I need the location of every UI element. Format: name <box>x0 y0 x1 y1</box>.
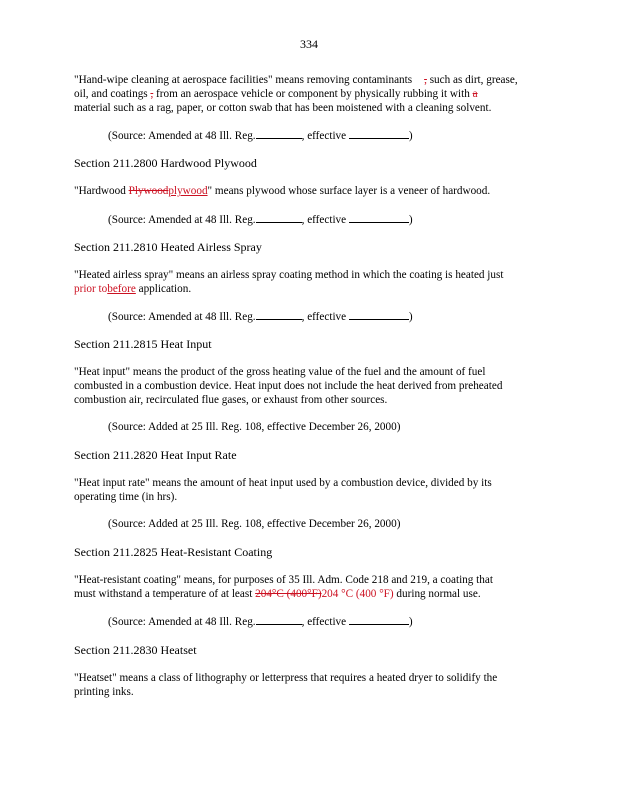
text-run: from an aerospace vehicle or component by physically rubbing it with <box>153 88 470 100</box>
blank-line <box>256 310 302 320</box>
definition-line <box>74 184 544 198</box>
text-run: must withstand a temperature of at least <box>74 588 256 600</box>
deleted-text: before <box>107 283 136 295</box>
definition-line-2: combusted in a combustion device. Heat input does not include the heat derived from preheated <box>74 380 503 392</box>
deleted-text: 204°C (400°F) <box>255 588 322 600</box>
source-note <box>108 213 413 226</box>
deleted-text: , <box>150 88 154 100</box>
source-end: ) <box>408 616 413 628</box>
definition-line-1: "Heated airless spray" means an airless spray coating method in which the coating is heated just <box>74 269 504 281</box>
source-prefix: (Source: Amended at 48 Ill. Reg. <box>108 616 256 628</box>
definition-line-1: "Heat input rate" means the amount of heat input used by a combustion device, divided by its <box>74 477 492 489</box>
text-run: such as dirt, grease, <box>426 74 518 86</box>
blank-line <box>349 310 409 320</box>
text-run: "Hardwood <box>74 185 129 197</box>
source-note <box>108 129 413 142</box>
deleted-text: Plywood <box>128 185 169 197</box>
source-mid: , effective <box>301 214 347 226</box>
source-note: (Source: Added at 25 Ill. Reg. 108, effective December 26, 2000) <box>108 518 401 530</box>
definition-line-2 <box>74 282 544 296</box>
hand-wipe-line-2 <box>74 87 544 101</box>
section-heading: Section 211.2815 Heat Input <box>74 337 212 351</box>
source-note <box>108 615 413 628</box>
source-prefix: (Source: Amended at 48 Ill. Reg. <box>108 130 256 142</box>
definition-line-2 <box>74 587 544 601</box>
page-number: 334 <box>300 37 318 51</box>
text-run: " means plywood whose surface layer is a veneer of hardwood. <box>207 185 491 197</box>
heated-airless-spray-definition <box>74 268 544 296</box>
blank-line <box>256 213 302 223</box>
blank-line <box>256 615 302 625</box>
blank-line <box>349 213 409 223</box>
definition-line-2: operating time (in hrs). <box>74 491 178 503</box>
hardwood-plywood-definition <box>74 184 544 198</box>
source-mid: , effective <box>301 311 347 323</box>
inserted-text: prior to <box>74 283 108 295</box>
hand-wipe-line-1 <box>74 73 544 87</box>
source-mid: , effective <box>301 130 347 142</box>
source-note: (Source: Added at 25 Ill. Reg. 108, effective December 26, 2000) <box>108 421 401 433</box>
definition-line-3: combustion air, recirculated flue gases, or exhaust from other sources. <box>74 394 388 406</box>
text-run: "Hand-wipe cleaning at aerospace facilities" means removing contaminants <box>74 74 413 86</box>
inserted-text: 204 °C (400 °F) <box>321 588 394 600</box>
source-end: ) <box>408 214 413 226</box>
definition-line-1: "Heat input" means the product of the gross heating value of the fuel and the amount of fuel <box>74 366 486 378</box>
section-heading: Section 211.2825 Heat-Resistant Coating <box>74 545 273 559</box>
section-heading: Section 211.2820 Heat Input Rate <box>74 448 237 462</box>
deleted-text: a <box>472 88 478 100</box>
section-heading: Section 211.2830 Heatset <box>74 643 197 657</box>
section-heading: Section 211.2810 Heated Airless Spray <box>74 240 262 254</box>
definition-line-1: "Heat-resistant coating" means, for purposes of 35 Ill. Adm. Code 218 and 219, a coating that <box>74 574 493 586</box>
text-run: during normal use. <box>393 588 481 600</box>
blank-line <box>349 615 409 625</box>
source-prefix: (Source: Amended at 48 Ill. Reg. <box>108 311 256 323</box>
heat-input-definition <box>74 365 544 407</box>
definition-line-2: printing inks. <box>74 686 134 698</box>
text-run: application. <box>135 283 192 295</box>
source-prefix: (Source: Amended at 48 Ill. Reg. <box>108 214 256 226</box>
source-mid: , effective <box>301 616 347 628</box>
inserted-text: plywood <box>168 185 208 197</box>
hand-wipe-line-3: material such as a rag, paper, or cotton swab that has been moistened with a cleaning solvent. <box>74 102 492 114</box>
blank-line <box>349 129 409 139</box>
section-heading: Section 211.2800 Hardwood Plywood <box>74 156 257 170</box>
definition-line-1: "Heatset" means a class of lithography or letterpress that requires a heated dryer to solidify the <box>74 672 498 684</box>
text-run: oil, and coatings <box>74 88 148 100</box>
source-end: ) <box>408 311 413 323</box>
blank-line <box>256 129 302 139</box>
heat-input-rate-definition <box>74 476 544 504</box>
hand-wipe-definition <box>74 73 544 115</box>
heatset-definition <box>74 671 544 699</box>
heat-resistant-coating-definition <box>74 573 544 601</box>
source-end: ) <box>408 130 413 142</box>
deleted-text: , <box>424 74 427 86</box>
source-note <box>108 310 413 323</box>
